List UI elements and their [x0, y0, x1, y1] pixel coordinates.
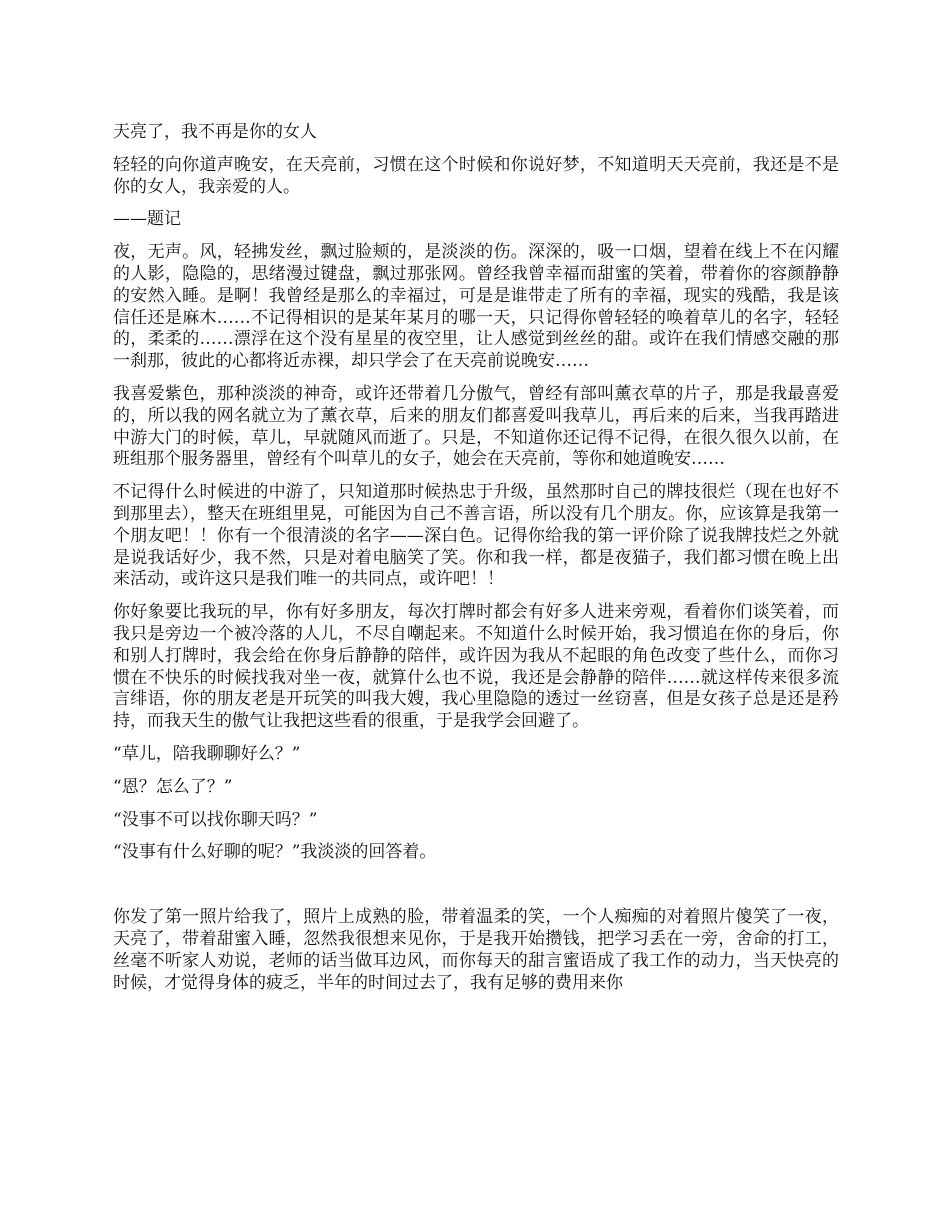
- dialogue-line: “草儿，陪我聊聊好么？”: [113, 743, 301, 764]
- dialogue-line: “恩？怎么了？”: [113, 776, 233, 797]
- paragraph: 我喜爱紫色，那种淡淡的神奇，或许还带着几分傲气，曾经有部叫薰衣草的片子，那是我最喜爱的，所以我的网名就立为了薰衣草，后来的朋友们都喜爱叫我草儿，再后来的后来，当我再踏进中游大门的时候，草儿，早就随风而逝了。只是，不知道你还记得不记得，在很久很久以前，在班组那个服务器里，曾经有个叫草儿的女子，她会在天亮前，等你和她道晚安……: [113, 383, 839, 470]
- paragraph: 你好象要比我玩的早，你有好多朋友，每次打牌时都会有好多人进来旁观，看着你们谈笑着，而我只是旁边一个被冷落的人儿，不尽自嘲起来。不知道什么时候开始，我习惯追在你的身后，你和别人打牌时，我会给在你身后静静的陪伴，或许因为我从不起眼的角色改变了些什么，而你习惯在不快乐的时候找我对坐一夜，就算什么也不说，我还是会静静的陪伴……就这样传来很多流言绯语，你的朋友老是开玩笑的叫我大嫂，我心里隐隐的透过一丝窃喜，但是女孩子总是还是矜持，而我天生的傲气让我把这些看的很重，于是我学会回避了。: [113, 602, 839, 732]
- paragraph: 夜，无声。风，轻拂发丝，飘过脸颊的，是淡淡的伤。深深的，吸一口烟，望着在线上不在闪耀的人影，隐隐的，思绪漫过键盘，飘过那张网。曾经我曾幸福而甜蜜的笑着，带着你的容颜静静的安然入睡。是啊！我曾经是那么的幸福过，可是是谁带走了所有的幸福，现实的残酷，我是该信任还是麻木……不记得相识的是某年某月的哪一天，只记得你曾轻轻的唤着草儿的名字，轻轻的，柔柔的……漂浮在这个没有星星的夜空里，让人感觉到丝丝的甜。或许在我们情感交融的那一刹那，彼此的心都将近赤裸，却只学会了在天亮前说晚安……: [113, 242, 839, 372]
- document-title: 天亮了，我不再是你的女人: [113, 122, 317, 142]
- dialogue-line: “没事有什么好聊的呢？”我淡淡的回答着。: [113, 842, 437, 863]
- paragraph: 不记得什么时候进的中游了，只知道那时候热忠于升级，虽然那时自己的牌技很烂（现在也好不到那里去），整天在班组里晃，可能因为自己不善言语，所以没有几个朋友。你，应该算是我第一个朋友吧！！你有一个很清淡的名字——深白色。记得你给我的第一评价除了说我牌技烂之外就是说我话好少，我不然，只是对着电脑笑了笑。你和我一样，都是夜猫子，我们都习惯在晚上出来活动，或许这只是我们唯一的共同点，或许吧！！: [113, 482, 839, 590]
- paragraph-epigraph-credit: ——题记: [113, 209, 181, 230]
- dialogue-line: “没事不可以找你聊天吗？”: [113, 809, 318, 830]
- paragraph-intro: 轻轻的向你道声晚安，在天亮前，习惯在这个时候和你说好梦，不知道明天天亮前，我还是不是你的女人，我亲爱的人。: [113, 154, 839, 197]
- document-body: [113, 122, 839, 1005]
- paragraph: 你发了第一照片给我了，照片上成熟的脸，带着温柔的笑，一个人痴痴的对着照片傻笑了一夜，天亮了，带着甜蜜入睡，忽然我很想来见你，于是我开始攒钱，把学习丢在一旁，舍命的打工，丝毫不听家人劝说，老师的话当做耳边风，而你每天的甜言蜜语成了我工作的动力，当天快亮的时候，才觉得身体的疲乏，半年的时间过去了，我有足够的费用来你: [113, 907, 839, 993]
